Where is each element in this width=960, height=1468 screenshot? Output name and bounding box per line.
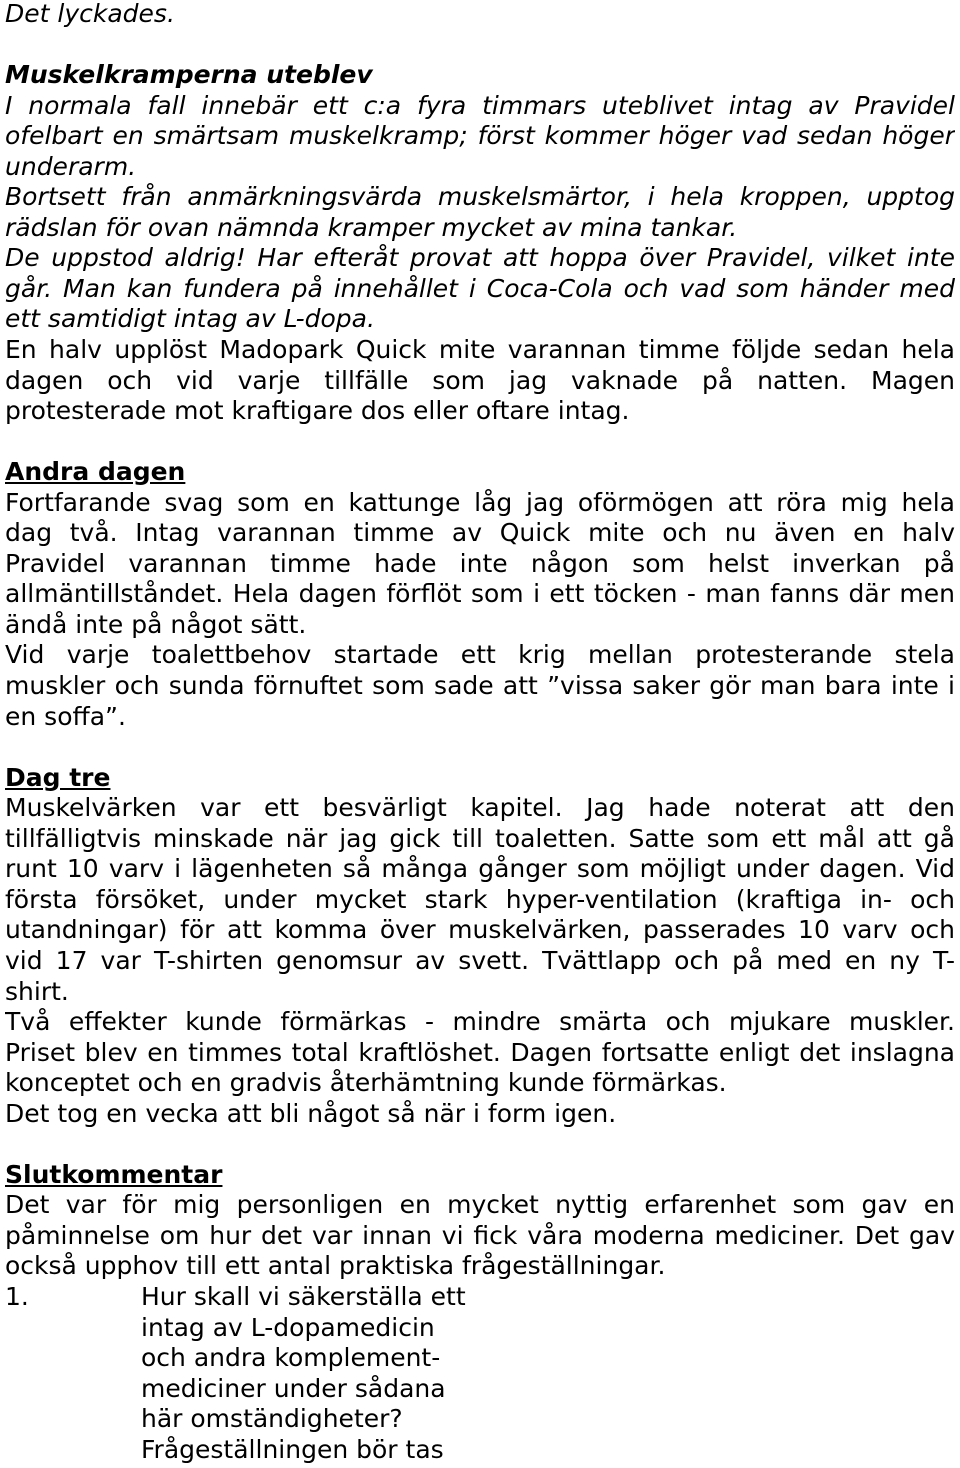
text-line: protesterade mot kraftigare dos eller oftare intag. <box>5 396 630 426</box>
text-line: runt 10 varv i lägenheten så många gånger som möjligt under dagen. Vid <box>5 854 955 884</box>
text-line: mediciner under sådana <box>141 1373 446 1403</box>
section-andra-dagen <box>5 457 955 732</box>
section-slutkommentar <box>5 1160 955 1465</box>
section-gap <box>5 1129 955 1160</box>
text-line: Två effekter kunde förmärkas - mindre smärta och mjukare muskler. <box>5 1007 955 1037</box>
text-line: Priset blev en timmes total kraftlöshet. Dagen fortsatte enligt det inslagna <box>5 1037 955 1067</box>
document-page <box>5 0 955 1465</box>
paragraph <box>5 1190 955 1282</box>
text-line: ett samtidigt intag av L-dopa. <box>5 304 375 334</box>
text-line: också upphov till ett antal praktiska frågeställningar. <box>5 1251 666 1281</box>
text-line: Vid varje toalettbehov startade ett krig mellan protesterande stela <box>5 640 955 670</box>
text-line: shirt. <box>5 976 69 1006</box>
text-line: ändå inte på något sätt. <box>5 609 307 639</box>
section-gap <box>5 732 955 763</box>
text-line: Fortfarande svag som en kattunge låg jag oförmögen att röra mig hela <box>5 487 955 517</box>
text-line: dagen och vid varje tillfälle som jag vaknade på natten. Magen <box>5 365 955 395</box>
text-line: Det tog en vecka att bli något så när i form igen. <box>5 1098 617 1128</box>
text-line: underarm. <box>5 151 137 181</box>
text-line: Frågeställningen bör tas <box>141 1434 444 1464</box>
text-line: första försöket, under mycket stark hyper-ventilation (kraftiga in- och <box>5 884 955 914</box>
text-line: Det var för mig personligen en mycket nyttig erfarenhet som gav en <box>5 1190 955 1220</box>
text-line: muskler och sunda förnuftet som sade att ”vissa saker gör man bara inte i <box>5 671 955 701</box>
text-line: och andra komplement- <box>141 1343 441 1373</box>
text-line: går. Man kan fundera på innehållet i Coca-Cola och vad som händer med <box>5 273 955 303</box>
text-line: Pravidel varannan timme hade inte någon som helst inverkan på <box>5 548 955 578</box>
paragraph <box>5 488 955 641</box>
text-line: Muskelvärken var ett besvärligt kapitel. Jag hade noterat att den <box>5 793 955 823</box>
text-line: vid 17 var T-shirten genomsur av svett. Tvättlapp och på med en ny T- <box>5 945 955 975</box>
paragraph <box>5 1099 955 1130</box>
list-item <box>5 1282 955 1465</box>
text-line: utandningar) för att komma över muskelvärken, passerades 10 varv och <box>5 915 955 945</box>
paragraph <box>5 793 955 1007</box>
section-heading: Dag tre <box>5 762 111 792</box>
text-line: allmäntillståndet. Hela dagen förflöt som i ett töcken - man fanns där men <box>5 579 955 609</box>
text-line: En halv upplöst Madopark Quick mite varannan timme följde sedan hela <box>5 335 955 365</box>
text-line: ofelbart en smärtsam muskelkramp; först kommer höger vad sedan höger <box>5 121 955 151</box>
text-line: De uppstod aldrig! Har efteråt provat att hoppa över Pravidel, vilket inte <box>5 243 955 273</box>
paragraph <box>5 640 955 732</box>
section-gap <box>5 427 955 458</box>
section-muskelkramperna <box>5 60 955 427</box>
section-heading: Slutkommentar <box>5 1159 223 1189</box>
section-dag-tre <box>5 763 955 1130</box>
list-item-first-line <box>5 1282 955 1313</box>
numbered-list <box>5 1282 955 1465</box>
paragraph <box>5 91 955 183</box>
text-line: tillfälligtvis minskade när jag gick till toaletten. Satte som ett mål att gå <box>5 823 955 853</box>
paragraph <box>5 335 955 427</box>
section-heading: Muskelkramperna uteblev <box>5 60 373 90</box>
list-number: 1. <box>5 1281 29 1311</box>
text-line: påminnelse om hur det var innan vi fick våra moderna mediciner. Det gav <box>5 1220 955 1250</box>
section-gap <box>5 30 955 61</box>
text-line: här omständigheter? <box>141 1404 403 1434</box>
text-line: Bortsett från anmärkningsvärda muskelsmärtor, i hela kroppen, upptog <box>5 182 955 212</box>
text-line: I normala fall innebär ett c:a fyra timmars uteblivet intag av Pravidel <box>5 90 955 120</box>
text-line: en soffa”. <box>5 701 126 731</box>
paragraph <box>5 243 955 335</box>
text-line: dag två. Intag varannan timme av Quick mite och nu även en halv <box>5 518 955 548</box>
paragraph <box>5 1007 955 1099</box>
text-line: Hur skall vi säkerställa ett <box>141 1281 466 1311</box>
section-heading: Andra dagen <box>5 457 186 487</box>
intro-line: Det lyckades. <box>5 0 175 28</box>
text-line: intag av L-dopamedicin <box>141 1312 435 1342</box>
text-line: konceptet och en gradvis återhämtning kunde förmärkas. <box>5 1068 727 1098</box>
paragraph <box>5 182 955 243</box>
text-line: rädslan för ovan nämnda kramper mycket av mina tankar. <box>5 212 738 242</box>
